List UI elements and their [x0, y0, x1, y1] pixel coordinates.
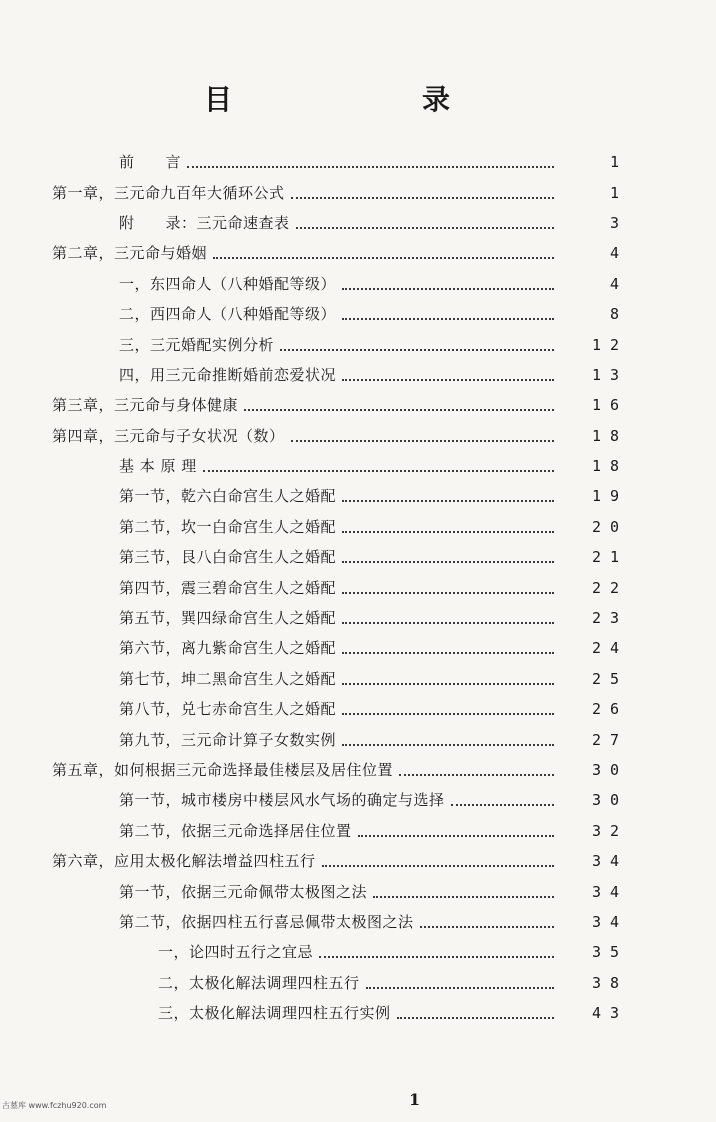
toc-entry[interactable]	[0, 937, 716, 967]
dot-leader	[366, 987, 554, 989]
toc-entry[interactable]	[0, 299, 716, 329]
toc-entry-title: 第四章，三元命与子女状况（数）	[52, 426, 285, 445]
toc-page-number: 22	[591, 578, 628, 597]
toc-entry[interactable]	[0, 360, 716, 390]
toc-page-number: 21	[591, 548, 628, 567]
dot-leader	[420, 926, 554, 928]
watermark: 古墓库 www.fczhu920.com	[2, 1101, 107, 1110]
toc-entry-title: 三，太极化解法调理四柱五行实例	[158, 1004, 391, 1023]
toc-page-number: 4	[609, 274, 628, 293]
dot-leader	[397, 1017, 554, 1019]
dot-leader	[296, 227, 554, 229]
toc-page-number: 16	[591, 396, 628, 415]
toc-page-number: 30	[591, 761, 628, 779]
toc-entry[interactable]	[0, 846, 716, 876]
toc-entry-title: 第九节，三元命计算子女数实例	[119, 730, 337, 749]
toc-entry-title: 第三章，三元命与身体健康	[52, 396, 239, 415]
dot-leader	[319, 956, 554, 958]
toc-entry-title: 第五节，巽四绿命宫生人之婚配	[119, 609, 337, 628]
footer-page-number: 1	[409, 1090, 421, 1109]
toc-page-number: 8	[609, 305, 628, 324]
toc-entry[interactable]	[0, 238, 716, 268]
toc-entry-title: 第四节，震三碧命宫生人之婚配	[119, 578, 337, 597]
toc-entry[interactable]	[0, 542, 716, 572]
toc-page-number: 1	[609, 153, 628, 172]
toc-entry-title: 三，三元婚配实例分析	[119, 335, 275, 354]
toc-page-number: 18	[591, 457, 628, 476]
dot-leader	[322, 865, 554, 867]
toc-page-number: 4	[609, 244, 628, 263]
dot-leader	[342, 561, 554, 563]
dot-leader	[342, 713, 554, 715]
toc-entry-title: 第六章，应用太极化解法增益四柱五行	[52, 852, 316, 871]
dot-leader	[342, 652, 554, 654]
title-char-2: 录	[422, 83, 451, 116]
toc-page-number: 23	[591, 609, 628, 628]
toc-entry-title: 第三节，艮八白命宫生人之婚配	[119, 548, 337, 567]
toc-entry[interactable]	[0, 512, 716, 542]
toc-entry[interactable]	[0, 481, 716, 511]
toc-entry[interactable]	[0, 998, 716, 1028]
toc-entry[interactable]	[0, 694, 716, 724]
toc-entry[interactable]	[0, 664, 716, 694]
toc-entry-title: 第一节，依据三元命佩带太极图之法	[119, 882, 368, 901]
toc-entry-title: 第二节，坎一白命宫生人之婚配	[119, 517, 337, 536]
toc-entry[interactable]	[0, 390, 716, 420]
toc-entry[interactable]	[0, 755, 716, 785]
toc-entry[interactable]	[0, 876, 716, 906]
toc-page-number: 19	[591, 487, 628, 506]
toc-page-number: 34	[591, 912, 628, 931]
toc-entry-title: 二，太极化解法调理四柱五行	[158, 973, 360, 992]
toc-page-number: 25	[591, 669, 628, 688]
toc-entry-title: 第五章，如何根据三元命选择最佳楼层及居住位置	[52, 761, 394, 779]
dot-leader	[373, 896, 554, 898]
toc-page-number: 18	[591, 426, 628, 445]
toc-entry-title: 基 本 原 理	[119, 457, 197, 476]
page-title	[0, 84, 716, 124]
dot-leader	[342, 288, 554, 290]
toc-page-number: 1	[609, 183, 628, 202]
toc-page-number: 35	[591, 943, 628, 962]
toc-entry[interactable]	[0, 208, 716, 238]
toc-entry-title: 第六节，离九紫命宫生人之婚配	[119, 639, 337, 658]
dot-leader	[342, 531, 554, 533]
toc-entry-title: 四，用三元命推断婚前恋爱状况	[119, 365, 337, 384]
toc-entry-title: 第一节，乾六白命宫生人之婚配	[119, 487, 337, 506]
dot-leader	[291, 197, 554, 199]
toc-page-number: 26	[591, 700, 628, 719]
toc-page-number: 38	[591, 973, 628, 992]
toc-entry-title: 第二节，依据三元命选择居住位置	[119, 821, 352, 840]
toc-page-number: 43	[591, 1004, 628, 1023]
toc-entry[interactable]	[0, 451, 716, 481]
toc-entry[interactable]	[0, 968, 716, 998]
toc-entry[interactable]	[0, 269, 716, 299]
toc-page-number: 24	[591, 639, 628, 658]
dot-leader	[187, 166, 554, 168]
toc-entry-title: 第一节，城市楼房中楼层风水气场的确定与选择	[119, 791, 445, 810]
toc-entry[interactable]	[0, 147, 716, 177]
dot-leader	[280, 349, 554, 351]
toc-entry-title: 第一章，三元命九百年大循环公式	[52, 183, 285, 202]
toc-entry[interactable]	[0, 572, 716, 602]
toc-entry-title: 第二章，三元命与婚姻	[52, 244, 208, 263]
table-of-contents	[0, 147, 716, 1028]
toc-entry-title: 第八节，兑七赤命宫生人之婚配	[119, 700, 337, 719]
toc-entry[interactable]	[0, 603, 716, 633]
toc-page-number: 30	[591, 791, 628, 810]
toc-page-number: 27	[591, 730, 628, 749]
dot-leader	[342, 622, 554, 624]
title-char-1: 目	[204, 83, 233, 116]
toc-page-number: 13	[591, 365, 628, 384]
dot-leader	[203, 470, 554, 472]
dot-leader	[342, 500, 554, 502]
dot-leader	[451, 804, 554, 806]
toc-entry[interactable]	[0, 177, 716, 207]
toc-entry-title: 一，论四时五行之宜忌	[158, 943, 314, 962]
toc-entry[interactable]	[0, 907, 716, 937]
dot-leader	[213, 257, 554, 259]
toc-entry-title: 附 录：三元命速查表	[119, 213, 290, 232]
toc-entry[interactable]	[0, 421, 716, 451]
toc-entry[interactable]	[0, 724, 716, 754]
dot-leader	[342, 592, 554, 594]
dot-leader	[342, 744, 554, 746]
toc-page-number: 32	[591, 821, 628, 840]
toc-entry[interactable]	[0, 633, 716, 663]
dot-leader	[291, 440, 554, 442]
toc-entry[interactable]	[0, 785, 716, 815]
toc-entry-title: 第二节，依据四柱五行喜忌佩带太极图之法	[119, 912, 414, 931]
toc-entry-title: 二，西四命人（八种婚配等级）	[119, 305, 337, 324]
dot-leader	[342, 318, 554, 320]
toc-entry[interactable]	[0, 816, 716, 846]
toc-entry-title: 前 言	[119, 153, 182, 172]
dot-leader	[342, 683, 554, 685]
dot-leader	[342, 379, 554, 381]
toc-entry-title: 第七节，坤二黑命宫生人之婚配	[119, 669, 337, 688]
toc-entry[interactable]	[0, 329, 716, 359]
dot-leader	[358, 835, 554, 837]
toc-page-number: 34	[591, 882, 628, 901]
dot-leader	[399, 774, 554, 776]
toc-page-number: 34	[591, 852, 628, 871]
toc-page-number: 20	[591, 517, 628, 536]
toc-page-number: 3	[609, 213, 628, 232]
dot-leader	[244, 409, 554, 411]
toc-page-number: 12	[591, 335, 628, 354]
toc-entry-title: 一，东四命人（八种婚配等级）	[119, 274, 337, 293]
